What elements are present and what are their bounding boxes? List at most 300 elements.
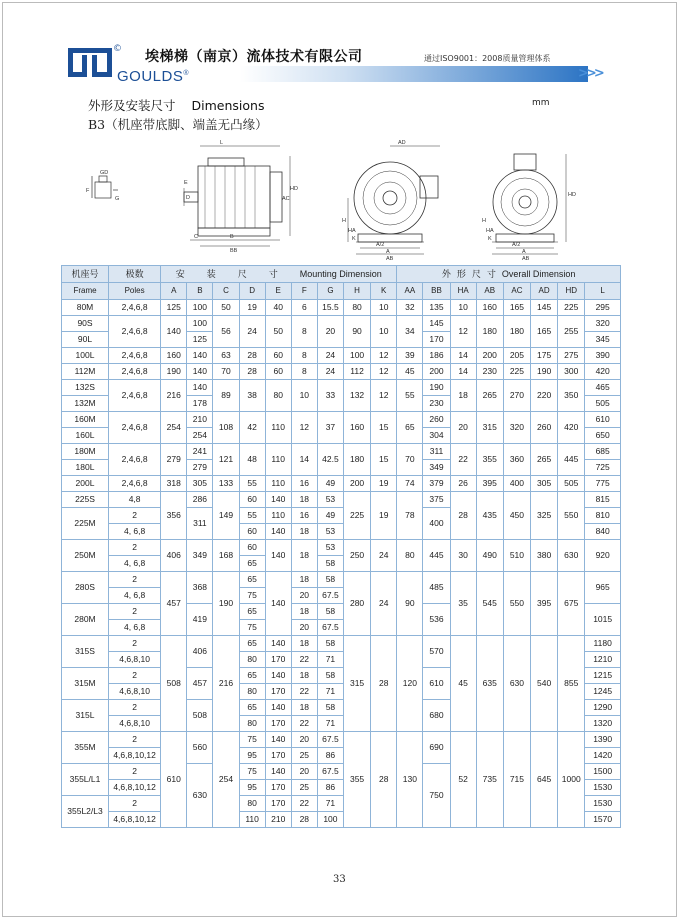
table-cell: 170 (265, 748, 291, 764)
table-cell: 420 (558, 412, 585, 444)
table-cell: 170 (265, 796, 291, 812)
table-cell: 170 (265, 684, 291, 700)
table-cell: 45 (450, 636, 476, 732)
table-cell: 90S (62, 316, 109, 332)
table-cell: 550 (558, 492, 585, 540)
table-cell: 75 (239, 620, 265, 636)
header-col-f: F (291, 283, 317, 300)
table-cell: 254 (213, 732, 239, 828)
table-cell: 2 (109, 700, 161, 716)
table-cell: 168 (213, 540, 239, 572)
table-cell: 1000 (558, 732, 585, 828)
table-cell: 4,8 (109, 492, 161, 508)
table-cell: 110 (265, 508, 291, 524)
table-cell: 22 (291, 796, 317, 812)
table-cell: 60 (239, 524, 265, 540)
table-cell: 140 (187, 364, 213, 380)
table-cell: 70 (397, 444, 423, 476)
table-cell: 4,6,8,10 (109, 652, 161, 668)
table-cell: 18 (291, 604, 317, 620)
table-cell: 110 (239, 812, 265, 828)
table-cell: 360 (503, 444, 530, 476)
table-cell: 254 (187, 428, 213, 444)
table-cell: 279 (187, 460, 213, 476)
label-ha-top: HA (486, 228, 494, 234)
table-cell: 55 (239, 476, 265, 492)
table-cell: 270 (503, 380, 530, 412)
table-cell: 19 (371, 476, 397, 492)
table-cell: 1215 (585, 668, 621, 684)
table-cell: 254 (161, 412, 187, 444)
table-cell: 445 (558, 444, 585, 476)
label-ha-front: HA (348, 228, 356, 234)
table-cell: 775 (585, 476, 621, 492)
goulds-logo (66, 46, 114, 84)
table-cell: 2 (109, 572, 161, 588)
table-cell: 400 (503, 476, 530, 492)
table-cell: 810 (585, 508, 621, 524)
table-cell: 145 (531, 300, 558, 316)
table-cell: 1500 (585, 764, 621, 780)
table-cell: 536 (423, 604, 450, 636)
table-cell: 75 (239, 588, 265, 604)
table-cell: 60 (239, 540, 265, 556)
table-cell: 1015 (585, 604, 621, 636)
table-row (62, 364, 621, 380)
table-cell: 35 (450, 572, 476, 636)
table-cell: 505 (585, 396, 621, 412)
table-cell: 70 (213, 364, 239, 380)
table-cell: 230 (476, 364, 503, 380)
table-cell: 630 (503, 636, 530, 732)
table-cell: 4,6,8,10,12 (109, 812, 161, 828)
table-cell: 8 (291, 348, 317, 364)
table-cell: 305 (187, 476, 213, 492)
table-cell: 140 (265, 764, 291, 780)
table-cell: 112 (343, 364, 370, 380)
table-row (62, 636, 621, 652)
table-cell: 140 (161, 316, 187, 348)
table-cell: 89 (213, 380, 239, 412)
table-header-row (62, 266, 621, 283)
table-cell: 135 (423, 300, 450, 316)
table-cell: 12 (450, 316, 476, 348)
table-cell: 20 (450, 412, 476, 444)
table-cell: 311 (187, 508, 213, 540)
table-cell: 20 (291, 588, 317, 604)
table-cell: 1420 (585, 748, 621, 764)
table-cell: 140 (187, 380, 213, 396)
table-cell: 225 (558, 300, 585, 316)
table-cell: 2 (109, 508, 161, 524)
table-cell: 132 (343, 380, 370, 412)
table-cell: 71 (317, 716, 343, 732)
table-cell: 90 (343, 316, 370, 348)
iso-certification: 通过ISO9001：2008质量管理体系 (424, 54, 551, 63)
table-cell: 74 (397, 476, 423, 492)
table-cell: 210 (187, 412, 213, 428)
table-cell: 265 (531, 444, 558, 476)
table-cell: 680 (423, 700, 450, 732)
table-cell: 160 (476, 300, 503, 316)
table-cell: 8 (291, 316, 317, 348)
table-cell: 280M (62, 604, 109, 636)
table-cell: 95 (239, 780, 265, 796)
header-poles: Poles (109, 283, 161, 300)
table-cell: 140 (187, 348, 213, 364)
table-cell: 2,4,6,8 (109, 412, 161, 444)
table-cell: 241 (187, 444, 213, 460)
table-cell: 216 (161, 380, 187, 412)
table-cell: 28 (239, 364, 265, 380)
table-cell: 37 (317, 412, 343, 444)
table-row (62, 300, 621, 316)
table-cell: 140 (265, 492, 291, 508)
table-cell: 22 (291, 652, 317, 668)
table-cell: 186 (423, 348, 450, 364)
table-cell: 140 (265, 572, 291, 636)
table-cell: 160M (62, 412, 109, 428)
header-col-c: C (213, 283, 239, 300)
table-cell: 65 (239, 556, 265, 572)
table-row (62, 492, 621, 508)
table-cell: 4, 6,8 (109, 620, 161, 636)
table-cell: 180 (343, 444, 370, 476)
table-cell: 15 (371, 444, 397, 476)
table-cell: 38 (239, 380, 265, 412)
table-cell: 56 (213, 316, 239, 348)
table-cell: 100 (343, 348, 370, 364)
section-title (88, 96, 264, 114)
table-cell: 610 (585, 412, 621, 428)
header-col-ha: HA (450, 283, 476, 300)
label-k-front: K (352, 236, 356, 242)
table-cell: 345 (585, 332, 621, 348)
table-cell: 80 (239, 796, 265, 812)
table-cell: 265 (476, 380, 503, 412)
table-row (62, 572, 621, 588)
table-cell: 2,4,6,8 (109, 316, 161, 348)
table-cell: 24 (317, 348, 343, 364)
table-cell: 100 (187, 316, 213, 332)
table-cell: 349 (423, 460, 450, 476)
table-cell: 1210 (585, 652, 621, 668)
table-cell: 45 (397, 364, 423, 380)
table-cell: 140 (265, 732, 291, 748)
table-cell: 130 (397, 732, 423, 828)
table-cell: 175 (531, 348, 558, 364)
table-cell: 53 (317, 524, 343, 540)
table-cell: 65 (397, 412, 423, 444)
table-cell: 508 (187, 700, 213, 732)
table-cell: 318 (161, 476, 187, 492)
table-cell: 100 (317, 812, 343, 828)
table-cell: 100L (62, 348, 109, 364)
table-cell: 4,6,8,10 (109, 684, 161, 700)
table-cell: 140 (265, 524, 291, 540)
label-a2-top: A/2 (512, 242, 521, 248)
label-gd: GD (100, 170, 109, 176)
table-cell: 58 (317, 572, 343, 588)
table-cell: 112M (62, 364, 109, 380)
table-cell: 25 (291, 780, 317, 796)
table-cell: 650 (585, 428, 621, 444)
header-col-h: H (343, 283, 370, 300)
company-name: 埃梯梯（南京）流体技术有限公司 (145, 49, 363, 65)
table-cell: 71 (317, 652, 343, 668)
table-cell: 110 (265, 412, 291, 444)
table-cell: 65 (239, 604, 265, 620)
table-cell: 15.5 (317, 300, 343, 316)
table-cell: 2 (109, 636, 161, 652)
table-cell: 95 (239, 748, 265, 764)
label-bb: BB (230, 248, 238, 254)
table-cell: 379 (423, 476, 450, 492)
table-row (62, 476, 621, 492)
table-cell: 18 (291, 524, 317, 540)
table-cell: 16 (291, 476, 317, 492)
table-cell: 2 (109, 764, 161, 780)
table-cell: 200L (62, 476, 109, 492)
table-cell: 58 (317, 668, 343, 684)
table-cell: 65 (239, 668, 265, 684)
table-cell: 55 (397, 380, 423, 412)
table-cell: 133 (213, 476, 239, 492)
table-cell: 508 (161, 636, 187, 732)
table-cell: 65 (239, 636, 265, 652)
table-cell: 355M (62, 732, 109, 764)
label-g: G (115, 196, 120, 202)
table-cell: 550 (503, 572, 530, 636)
table-cell: 42 (239, 412, 265, 444)
table-cell: 80 (397, 540, 423, 572)
table-cell: 71 (317, 796, 343, 812)
table-cell: 216 (213, 636, 239, 732)
table-cell: 190 (161, 364, 187, 380)
front-view-drawing (348, 146, 440, 254)
table-cell: 42.5 (317, 444, 343, 476)
table-cell: 419 (187, 604, 213, 636)
table-cell: 2,4,6,8 (109, 348, 161, 364)
table-cell: 60 (265, 348, 291, 364)
arrow-decoration-icon: >>> (578, 66, 605, 81)
table-cell: 4, 6,8 (109, 556, 161, 572)
table-cell: 80M (62, 300, 109, 316)
table-cell: 48 (239, 444, 265, 476)
table-cell: 20 (291, 620, 317, 636)
table-cell: 18 (291, 636, 317, 652)
table-cell: 250 (343, 540, 370, 572)
header-gradient-bar (240, 66, 588, 82)
table-cell: 160L (62, 428, 109, 444)
label-ad: AD (398, 140, 406, 146)
table-cell: 18 (291, 572, 317, 588)
table-row (62, 380, 621, 396)
table-cell: 78 (397, 492, 423, 540)
label-f: F (86, 188, 90, 194)
table-cell: 86 (317, 748, 343, 764)
table-cell: 305 (531, 476, 558, 492)
table-cell: 140 (265, 540, 291, 572)
table-cell: 2 (109, 604, 161, 620)
table-cell: 34 (397, 316, 423, 348)
table-cell: 8 (291, 364, 317, 380)
table-cell: 300 (558, 364, 585, 380)
table-cell: 22 (291, 716, 317, 732)
table-cell: 260 (531, 412, 558, 444)
table-cell: 90 (397, 572, 423, 636)
table-cell: 165 (503, 300, 530, 316)
table-cell: 24 (317, 364, 343, 380)
table-cell: 190 (423, 380, 450, 396)
table-cell: 1245 (585, 684, 621, 700)
table-cell: 75 (239, 764, 265, 780)
table-cell: 630 (558, 540, 585, 572)
label-ac: AC (282, 196, 290, 202)
table-cell: 19 (239, 300, 265, 316)
table-cell: 67.5 (317, 588, 343, 604)
table-cell: 2,4,6,8 (109, 380, 161, 412)
table-cell: 840 (585, 524, 621, 540)
table-cell: 18 (291, 668, 317, 684)
table-cell: 225S (62, 492, 109, 508)
front-view-top-box-drawing (492, 154, 566, 254)
table-cell: 350 (558, 380, 585, 412)
table-cell: 2,4,6,8 (109, 444, 161, 476)
table-cell: 80 (239, 716, 265, 732)
table-cell: 1390 (585, 732, 621, 748)
table-cell: 635 (476, 636, 503, 732)
table-cell: 4,6,8,10 (109, 716, 161, 732)
table-cell: 490 (476, 540, 503, 572)
table-row (62, 540, 621, 556)
table-cell: 395 (476, 476, 503, 492)
table-cell: 24 (239, 316, 265, 348)
table-cell: 355L/L1 (62, 764, 109, 796)
table-cell: 80 (265, 380, 291, 412)
table-cell: 368 (187, 572, 213, 604)
header-col-b: B (187, 283, 213, 300)
header-frame: Frame (62, 283, 109, 300)
header-col-ad: AD (531, 283, 558, 300)
table-cell: 25 (291, 748, 317, 764)
table-cell: 400 (423, 508, 450, 540)
header-poles-cn: 极数 (109, 266, 161, 283)
label-b: B (230, 234, 234, 240)
table-cell: 675 (558, 572, 585, 636)
table-cell: 140 (265, 636, 291, 652)
table-cell: 630 (187, 764, 213, 828)
table-cell: 100 (187, 300, 213, 316)
table-cell: 2,4,6,8 (109, 300, 161, 316)
table-cell: 4, 6,8 (109, 588, 161, 604)
table-cell: 22 (450, 444, 476, 476)
table-row (62, 732, 621, 748)
table-cell: 86 (317, 780, 343, 796)
table-cell: 610 (423, 668, 450, 700)
table-cell: 14 (450, 364, 476, 380)
table-cell: 315L (62, 700, 109, 732)
table-cell: 28 (371, 732, 397, 828)
table-column-header-row (62, 283, 621, 300)
table-cell: 280S (62, 572, 109, 604)
table-cell: 1570 (585, 812, 621, 828)
table-cell: 50 (213, 300, 239, 316)
table-cell: 450 (503, 492, 530, 540)
table-cell: 1530 (585, 780, 621, 796)
header-frame-cn: 机座号 (62, 266, 109, 283)
table-cell: 132M (62, 396, 109, 412)
table-cell: 53 (317, 492, 343, 508)
table-cell: 279 (161, 444, 187, 476)
label-hd-top: HD (568, 192, 576, 198)
table-cell: 24 (371, 572, 397, 636)
table-cell: 610 (161, 732, 187, 828)
table-cell: 60 (265, 364, 291, 380)
table-cell: 325 (531, 492, 558, 540)
table-cell: 855 (558, 636, 585, 732)
header-col-e: E (265, 283, 291, 300)
label-d: D (186, 195, 190, 201)
table-cell: 260 (423, 412, 450, 428)
table-cell: 39 (397, 348, 423, 364)
header-col-l: L (585, 283, 621, 300)
table-cell: 375 (423, 492, 450, 508)
table-cell: 12 (371, 364, 397, 380)
table-cell: 406 (187, 636, 213, 668)
shaft-key-detail-icon (92, 176, 118, 198)
table-cell: 420 (585, 364, 621, 380)
table-cell: 275 (558, 348, 585, 364)
label-a-top: A (522, 249, 526, 255)
table-cell: 180L (62, 460, 109, 476)
table-cell: 170 (265, 716, 291, 732)
label-ab-top: AB (522, 256, 530, 262)
table-cell: 22 (291, 684, 317, 700)
table-cell: 205 (503, 348, 530, 364)
table-row (62, 316, 621, 332)
table-cell: 725 (585, 460, 621, 476)
table-cell: 16 (291, 508, 317, 524)
table-cell: 355 (476, 444, 503, 476)
table-cell: 4,6,8,10,12 (109, 748, 161, 764)
table-cell: 14 (291, 444, 317, 476)
table-cell: 210 (265, 812, 291, 828)
table-cell: 170 (423, 332, 450, 348)
label-c: C (194, 234, 198, 240)
table-cell: 465 (585, 380, 621, 396)
table-cell: 40 (265, 300, 291, 316)
logo-text: GOULDS® (117, 68, 190, 85)
table-cell: 750 (423, 764, 450, 828)
table-cell: 15 (371, 412, 397, 444)
table-cell: 685 (585, 444, 621, 460)
table-cell: 304 (423, 428, 450, 444)
table-cell: 570 (423, 636, 450, 668)
table-cell: 356 (161, 492, 187, 540)
table-cell: 145 (423, 316, 450, 332)
table-cell: 390 (585, 348, 621, 364)
table-cell: 10 (371, 316, 397, 348)
label-a2-front: A/2 (376, 242, 385, 248)
page-number: 33 (333, 874, 346, 885)
table-cell: 315 (343, 636, 370, 732)
table-row (62, 412, 621, 428)
table-cell: 280 (343, 572, 370, 636)
table-cell: 2 (109, 796, 161, 812)
table-cell: 55 (239, 508, 265, 524)
table-cell: 49 (317, 508, 343, 524)
